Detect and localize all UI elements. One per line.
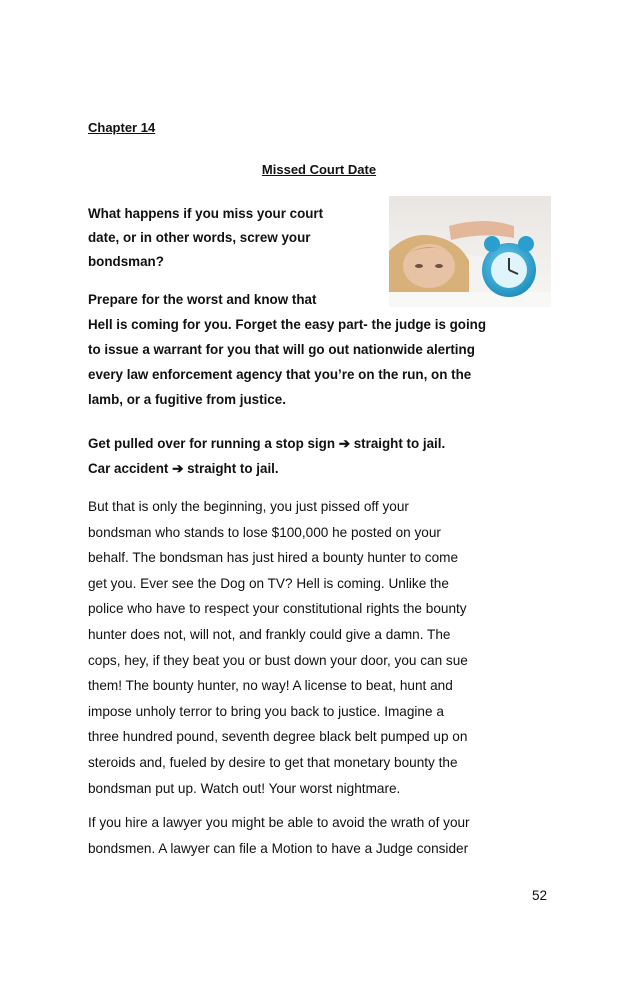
- body-line: bondsman who stands to lose $100,000 he posted on your: [88, 524, 441, 540]
- prepare-line: Prepare for the worst and know that: [88, 292, 317, 307]
- question-line: bondsman?: [88, 254, 164, 269]
- body-line: them! The bounty hunter, no way! A license to beat, hunt and: [88, 678, 453, 694]
- right-arrow-icon: ➔: [172, 461, 184, 476]
- body-line: But that is only the beginning, you just pissed off your: [88, 499, 409, 514]
- prepare-line: Hell is coming for you. Forget the easy part- the judge is going: [88, 317, 487, 332]
- consequence-line: [88, 456, 558, 481]
- right-arrow-icon: ➔: [338, 436, 350, 451]
- consequence-line: [88, 431, 558, 456]
- body-line: police who have to respect your constitutional rights the bounty: [88, 601, 467, 617]
- lawyer-line: bondsmen. A lawyer can file a Motion to have a Judge consider: [88, 840, 469, 856]
- prepare-line: to issue a warrant for you that will go out nationwide alerting: [88, 342, 475, 357]
- section-title: Missed Court Date: [261, 162, 377, 177]
- body-paragraph: [88, 494, 558, 801]
- consequence-result: straight to jail.: [353, 436, 446, 451]
- question-paragraph: [88, 202, 378, 274]
- body-line: hunter does not, will not, and frankly could give a damn. The: [88, 626, 451, 642]
- chapter-label: Chapter 14: [88, 120, 156, 135]
- lawyer-line: If you hire a lawyer you might be able to avoid the wrath of your: [88, 815, 470, 830]
- prepare-line: lamb, or a fugitive from justice.: [88, 392, 286, 407]
- body-line: steroids and, fueled by desire to get that monetary bounty the: [88, 754, 458, 770]
- body-line: impose unholy terror to bring you back to justice. Imagine a: [88, 703, 444, 719]
- body-line: cops, hey, if they beat you or bust down your door, you can sue: [88, 652, 468, 668]
- page-number: 52: [532, 888, 548, 903]
- body-line: get you. Ever see the Dog on TV? Hell is coming. Unlike the: [88, 575, 449, 591]
- prepare-paragraph: [88, 287, 558, 412]
- question-line: What happens if you miss your court: [88, 206, 324, 221]
- prepare-line: every law enforcement agency that you’re on the run, on the: [88, 367, 472, 382]
- lawyer-paragraph: [88, 810, 558, 861]
- consequence-result: straight to jail.: [187, 461, 279, 476]
- body-line: three hundred pound, seventh degree black belt pumped up on: [88, 729, 468, 745]
- body-line: bondsman put up. Watch out! Your worst nightmare.: [88, 780, 401, 796]
- consequence-cause: Car accident: [88, 461, 169, 476]
- consequences-paragraph: [88, 431, 558, 481]
- body-line: behalf. The bondsman has just hired a bounty hunter to come: [88, 550, 459, 566]
- consequence-cause: Get pulled over for running a stop sign: [88, 436, 335, 451]
- question-line: date, or in other words, screw your: [88, 230, 311, 245]
